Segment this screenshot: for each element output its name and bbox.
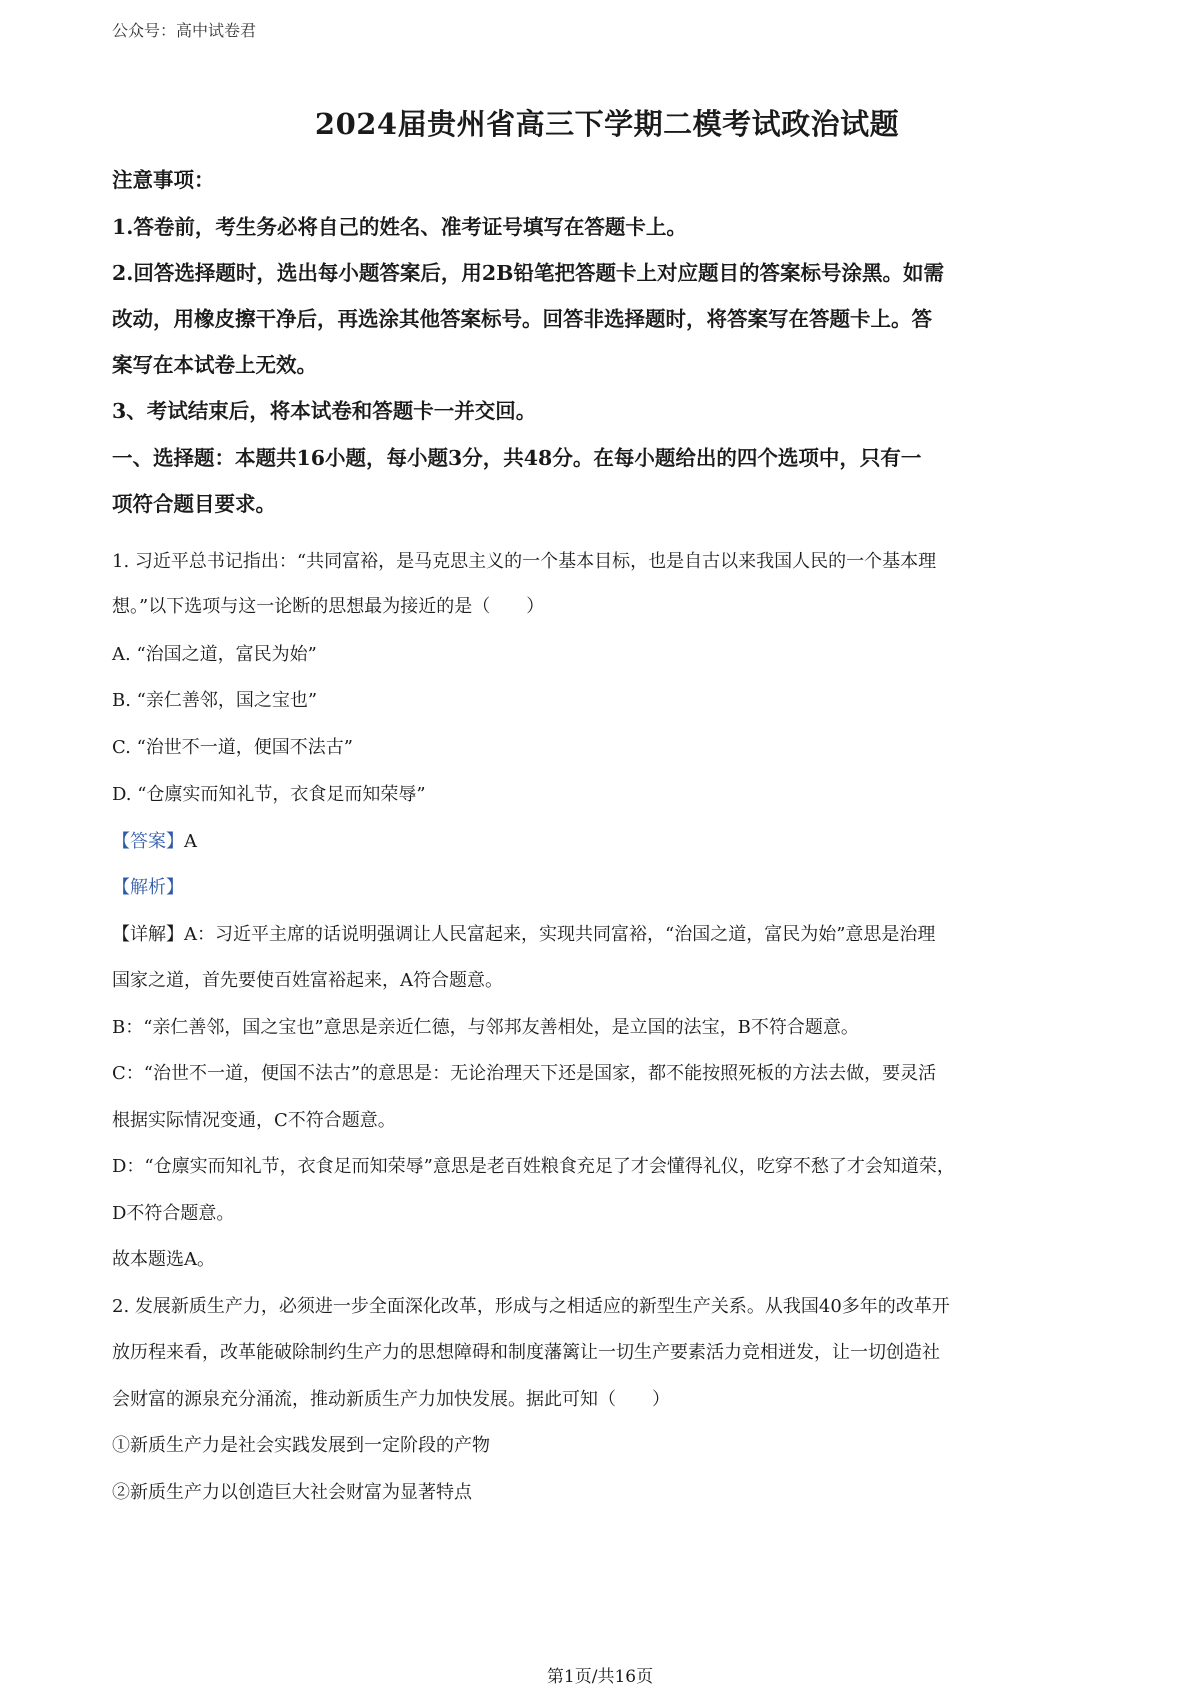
answer-tag: 【答案】: [112, 831, 184, 852]
q2-stem-line-3: 会财富的源泉充分涌流，推动新质生产力加快发展。据此可知（ ）: [112, 1389, 670, 1410]
q1-detail-line-7: D不符合题意。: [112, 1203, 235, 1224]
q1-stem-line-1: 1. 习近平总书记指出：“共同富裕，是马克思主义的一个基本目标，也是自古以来我国人民的一个基本理: [112, 551, 937, 572]
q1-detail-line-4: C：“治世不一道，便国不法古”的意思是：无论治理天下还是国家，都不能按照死板的方法去做，要灵活: [112, 1063, 937, 1084]
watermark-text: 公众号：高中试卷君: [112, 21, 257, 40]
q2-stem-line-1: 2. 发展新质生产力，必须进一步全面深化改革，形成与之相适应的新型生产关系。从我国40多年的改革开: [112, 1296, 950, 1317]
q1-option-a: A. “治国之道，富民为始”: [112, 644, 317, 665]
q1-detail-line-1: 【详解】A：习近平主席的话说明强调让人民富起来，实现共同富裕，“治国之道，富民为始”意思是治理: [112, 924, 936, 945]
notice-item-3: 3、考试结束后，将本试卷和答题卡一并交回。: [112, 399, 537, 423]
q1-detail-line-5: 根据实际情况变通，C不符合题意。: [112, 1110, 396, 1131]
notice-item-2-line-2: 改动，用橡皮擦干净后，再选涂其他答案标号。回答非选择题时，将答案写在答题卡上。答: [112, 307, 932, 331]
q1-option-b: B. “亲仁善邻，国之宝也”: [112, 690, 318, 711]
notice-heading: 注意事项：: [112, 168, 215, 192]
section-1-heading-line-1: 一、选择题：本题共16小题，每小题3分，共48分。在每小题给出的四个选项中，只有一: [112, 446, 922, 470]
q2-stem-line-2: 放历程来看，改革能破除制约生产力的思想障碍和制度藩篱让一切生产要素活力竞相迸发，让一切创造社: [112, 1342, 940, 1363]
section-1-heading-line-2: 项符合题目要求。: [112, 492, 276, 516]
notice-item-1: 1.答卷前，考生务必将自己的姓名、准考证号填写在答题卡上。: [112, 215, 687, 239]
q1-answer: [112, 827, 197, 853]
page-number: 第1页/共16页: [546, 1667, 654, 1687]
notice-item-2-line-3: 案写在本试卷上无效。: [112, 353, 317, 377]
q1-detail-line-6: D：“仓廪实而知礼节，衣食足而知荣辱”意思是老百姓粮食充足了才会懂得礼仪，吃穿不愁了才会知道荣，: [112, 1156, 955, 1177]
analysis-tag: 【解析】: [112, 877, 184, 898]
q1-detail-line-2: 国家之道，首先要使百姓富裕起来，A符合题意。: [112, 970, 503, 991]
answer-value: A: [184, 831, 197, 852]
q2-item-1: ①新质生产力是社会实践发展到一定阶段的产物: [112, 1435, 490, 1456]
notice-item-2-line-1: 2.回答选择题时，选出每小题答案后，用2B铅笔把答题卡上对应题目的答案标号涂黑。如需: [112, 261, 944, 285]
q1-detail-line-8: 故本题选A。: [112, 1249, 215, 1270]
q2-item-2: ②新质生产力以创造巨大社会财富为显著特点: [112, 1482, 472, 1503]
q1-option-d: D. “仓廪实而知礼节，衣食足而知荣辱”: [112, 784, 426, 805]
q1-option-c: C. “治世不一道，便国不法古”: [112, 737, 353, 758]
q1-detail-line-3: B：“亲仁善邻，国之宝也”意思是亲近仁德，与邻邦友善相处，是立国的法宝，B不符合题意。: [112, 1017, 859, 1038]
page-title: 2024届贵州省高三下学期二模考试政治试题: [314, 107, 900, 141]
q1-stem-line-2: 想。”以下选项与这一论断的思想最为接近的是（ ）: [112, 596, 545, 617]
